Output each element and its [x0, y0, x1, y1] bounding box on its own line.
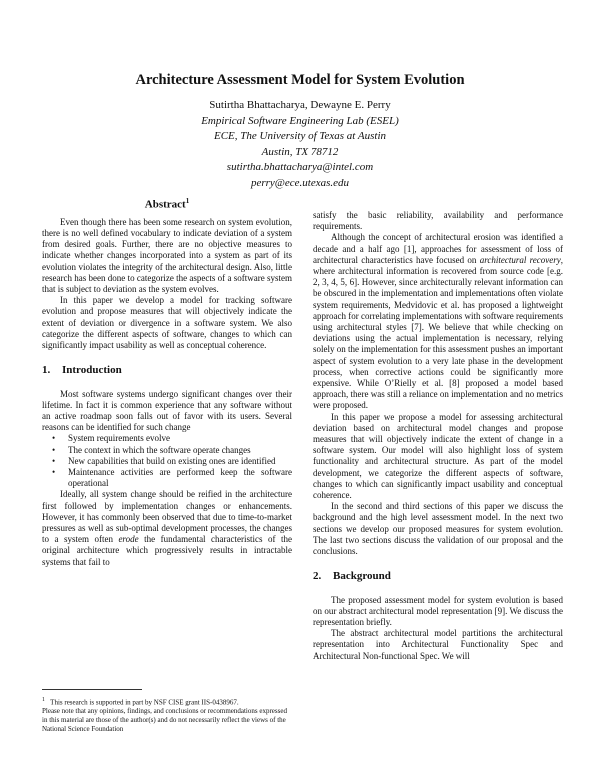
background-paragraph-1: The proposed assessment model for system evolution is based on our abstract architectural model representation [9]. We discuss the representation briefly.	[313, 594, 563, 627]
change-reasons-list	[42, 433, 292, 489]
author-block	[0, 98, 600, 191]
footnote-rule	[42, 689, 142, 690]
intro-paragraph-2	[42, 489, 292, 567]
section-heading-background	[313, 571, 563, 582]
intro-paragraph-3-part-b: , where architectural information is recovered from source code [e.g. 2, 3, 4, 5, 6]. However, since architecturally relevant information can be obscured in the implementation and implementations often violate system requirements, Medvidovic et al. has proposed a lightweight approach for correlating implementations with software requirements using architectural styles [7]. We believe that while checking on deviations using the actual implementation is necessary, relying solely on the implementation for this assessment pushes an important aspect of system evolution to a very late phase in the development process, when corrective actions could be significantly more expensive. While O’Rielly et al. [8] proposed a model based approach, there was still a reliance on implementation and no metrics were proposed.	[313, 254, 563, 411]
abstract-heading	[42, 196, 292, 211]
footnote-line-2: Please note that any opinions, findings, and conclusions or recommendations expressed in this material are those of the author(s) and do not necessarily reflect the views of the National Science Foundation	[42, 707, 287, 734]
list-item: • New capabilities that build on existing ones are identified	[60, 456, 292, 467]
intro-paragraph-2-emphasis: erode	[118, 534, 139, 545]
list-item: • System requirements evolve	[60, 433, 292, 444]
intro-paragraph-3-part-a: Although the concept of architectural erosion was identified a decade and a half ago [1], approaches for assessment of loss of architectural characteristics have focused on	[313, 232, 563, 265]
intro-paragraph-4: In this paper we propose a model for assessing architectural deviation based on architectural model changes and propose measures that will objectively indicate the extent of change in a software system. Our model will also highlight loss of system functionality and architectural structure. As part of the model development, we categorize the different aspects of software, changes to which can significantly impact usability and conceptual coherence.	[313, 411, 563, 501]
abstract-paragraph-1: Even though there has been some research on system evolution, there is no well defined vocabulary to indicate deviation of a system from desired goals. Further, there are no objective measures to indicate whether changes incorporated into a system as part of its evolution violates the integrity of the architectural design. Also, little research has been done to categorize the aspects of a software system that is subject to deviation as the system evolves.	[42, 216, 292, 295]
intro-paragraph-3-emphasis: architectural recovery	[479, 254, 561, 265]
footnote	[42, 689, 292, 734]
background-paragraph-2: The abstract architectural model partitions the architectural representation into Architectural Functionality Spec and Architectural Non-functional Spec. We will	[313, 628, 563, 661]
author-city: Austin, TX 78712	[261, 145, 339, 158]
author-names: Sutirtha Bhattacharya, Dewayne E. Perry	[209, 99, 391, 111]
footnote-text-1: This research is supported in part by NSF CISE grant IIS-0438967.	[50, 698, 239, 707]
intro-paragraph-1: Most software systems undergo significant changes over their lifetime. In fact it is common experience that any software without an active roadmap soon falls out of favor with its users. Several reasons can be identified for such change	[42, 388, 292, 433]
intro-paragraph-3	[313, 232, 563, 411]
abstract-heading-text: Abstract	[144, 198, 186, 211]
right-column	[313, 210, 563, 662]
section-number: 1.	[42, 364, 51, 377]
section-number: 2.	[313, 570, 322, 583]
abstract-footnote-marker: 1	[185, 197, 190, 205]
author-email-2: perry@ece.utexas.edu	[250, 176, 350, 189]
section-heading-introduction	[42, 365, 292, 376]
paper-title: Architecture Assessment Model for System Evolution	[135, 72, 465, 88]
left-column	[42, 196, 292, 568]
section-title: Background	[333, 570, 391, 583]
author-email-1: sutirtha.bhattacharya@intel.com	[226, 161, 374, 173]
section-title: Introduction	[62, 364, 122, 377]
abstract-paragraph-2: In this paper we develop a model for tracking software evolution and propose measures that will objectively indicate the extent of deviation or divergence in a software system. We also categorize the different aspects of software, changes to which can significantly impact usability as well as conceptual coherence.	[42, 295, 292, 351]
list-item: • Maintenance activities are performed keep the software operational	[60, 467, 292, 489]
intro-paragraph-5: In the second and third sections of this paper we discuss the background and the high level assessment model. In the next two sections we develop our proposed measures for system evolution. The last two sections discuss the validation of our proposal and the conclusions.	[313, 501, 563, 557]
intro-paragraph-2-part-b: the fundamental characteristics of the original architecture which progressively results in intractable systems that fail to	[42, 534, 292, 567]
footnote-marker: 1	[42, 697, 45, 703]
author-dept: ECE, The University of Texas at Austin	[213, 130, 387, 142]
author-lab: Empirical Software Engineering Lab (ESEL)	[201, 114, 399, 127]
footnote-line-1	[42, 696, 292, 707]
intro-paragraph-continued: satisfy the basic reliability, availability and performance requirements.	[313, 210, 563, 232]
intro-paragraph-2-part-a: Ideally, all system change should be reified in the architecture first followed by implementation changes or enhancements. However, it has commonly been observed that due to time-to-market pressures as well as sub-optimal development processes, the changes to a system often	[42, 489, 292, 545]
list-item: • The context in which the software operate changes	[60, 445, 292, 456]
